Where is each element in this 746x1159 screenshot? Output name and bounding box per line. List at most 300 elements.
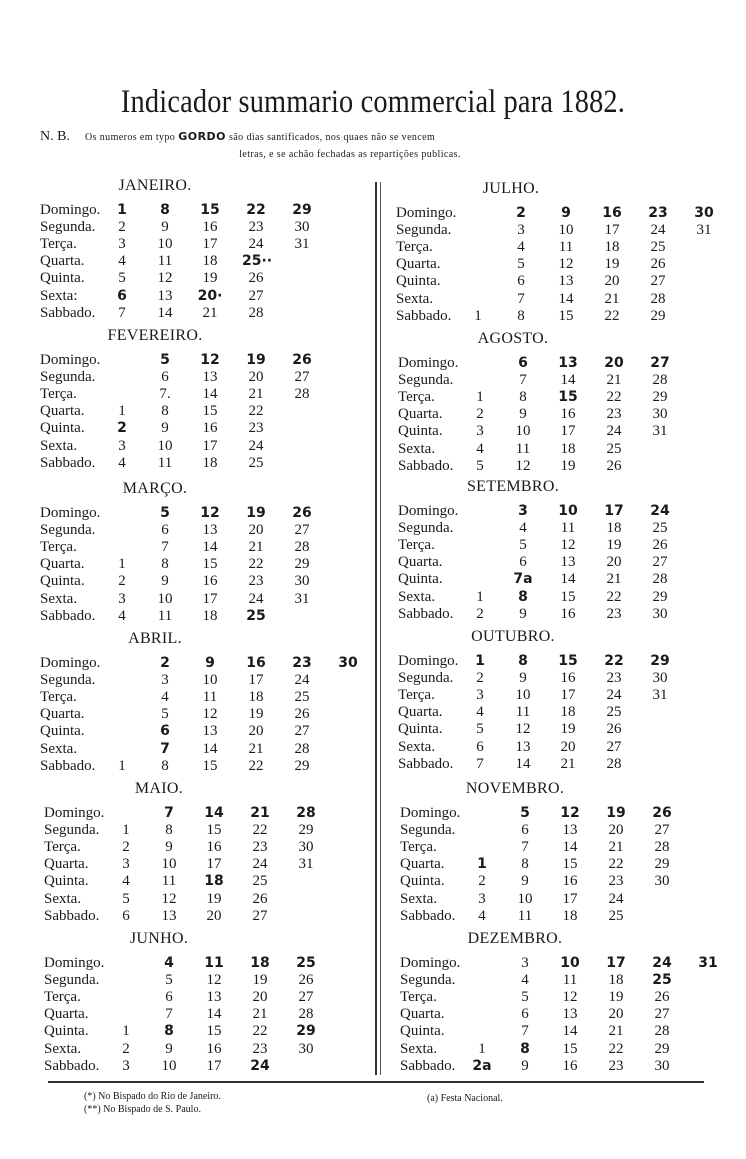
week-row — [398, 503, 718, 520]
date-number: 22 — [248, 757, 264, 774]
month-name: AGOSTO. — [477, 330, 549, 347]
week-row — [40, 608, 360, 625]
date-number: 25 — [608, 907, 624, 924]
weekday-label: Sexta: — [40, 287, 78, 304]
week-row — [40, 655, 360, 672]
holiday-date: 10 — [560, 955, 580, 971]
date-number: 9 — [165, 1040, 173, 1057]
holiday-date: 15 — [200, 202, 220, 218]
date-number: 20 — [604, 273, 620, 290]
month-name: JUNHO. — [129, 930, 189, 947]
date-number: 1 — [122, 1023, 130, 1040]
week-row — [398, 372, 718, 389]
date-number: 10 — [517, 890, 533, 907]
weekday-label: Quinta. — [400, 873, 445, 890]
date-number: 19 — [206, 890, 222, 907]
date-number: 21 — [560, 755, 576, 772]
date-number: 15 — [560, 588, 576, 605]
holiday-date: 7 — [160, 740, 170, 757]
date-number: 5 — [519, 537, 527, 554]
date-number: 11 — [157, 253, 173, 270]
date-number: 27 — [606, 738, 622, 755]
weekday-label: Quinta. — [398, 571, 443, 588]
date-number: 11 — [157, 607, 173, 624]
date-number: 29 — [298, 822, 314, 839]
footnote-rio: (*) No Bispado do Rio de Janeiro. — [84, 1091, 221, 1102]
date-number: 4 — [118, 454, 126, 471]
week-row — [400, 955, 720, 972]
date-number: 6 — [519, 554, 527, 571]
week-row — [398, 756, 718, 773]
weekday-label: Segunda. — [400, 972, 456, 989]
holiday-date: 16 — [602, 205, 622, 221]
weekday-label: Sabbado. — [398, 457, 454, 474]
date-number: 14 — [562, 1023, 578, 1040]
date-number: 26 — [248, 270, 264, 287]
week-row — [398, 423, 718, 440]
date-number: 16 — [560, 670, 576, 687]
date-number: 9 — [161, 573, 169, 590]
date-number: 12 — [157, 270, 173, 287]
date-number: 26 — [654, 989, 670, 1006]
date-number: 20 — [606, 554, 622, 571]
date-number: 2 — [118, 219, 126, 236]
holiday-date: 8 — [518, 588, 528, 605]
date-number: 16 — [562, 1057, 578, 1074]
week-row — [40, 505, 360, 522]
week-row — [396, 291, 716, 308]
holiday-date: 11 — [204, 955, 224, 971]
date-number: 14 — [202, 539, 218, 556]
weekday-label: Sabbado. — [40, 304, 96, 321]
date-number: 4 — [161, 689, 169, 706]
date-number: 4 — [521, 972, 529, 989]
date-number: 27 — [294, 369, 310, 386]
weekday-label: Segunda. — [44, 972, 100, 989]
date-number: 29 — [654, 856, 670, 873]
date-number: 10 — [157, 236, 173, 253]
date-number: 31 — [652, 687, 668, 704]
holiday-date: 6 — [518, 355, 528, 371]
date-number: 7 — [165, 1006, 173, 1023]
week-row — [40, 270, 360, 287]
month-name: MAIO. — [134, 780, 184, 797]
date-number: 5 — [517, 256, 525, 273]
weekday-label: Domingo. — [44, 805, 105, 821]
date-number: 30 — [652, 406, 668, 423]
weekday-label: Sabbado. — [40, 454, 96, 471]
date-number: 9 — [521, 873, 529, 890]
date-number: 2 — [122, 1040, 130, 1057]
date-number: 21 — [604, 290, 620, 307]
holiday-date: 3 — [518, 503, 528, 519]
date-number: 16 — [562, 873, 578, 890]
date-number: 27 — [654, 822, 670, 839]
week-row — [400, 972, 720, 989]
date-number: 20 — [248, 522, 264, 539]
date-number: 30 — [652, 605, 668, 622]
week-row — [398, 670, 718, 687]
weekday-label: Quinta. — [40, 573, 85, 590]
date-number: 29 — [652, 588, 668, 605]
date-number: 1 — [476, 389, 484, 406]
date-number: 25 — [248, 454, 264, 471]
date-number: 13 — [562, 1006, 578, 1023]
date-number: 22 — [248, 403, 264, 420]
weekday-label: Terça. — [40, 689, 77, 706]
weekday-label: Quarta. — [40, 253, 85, 270]
weekday-label: Quarta. — [398, 406, 443, 423]
weekday-label: Sexta. — [44, 890, 82, 907]
week-row — [396, 205, 716, 222]
date-number: 22 — [252, 1023, 268, 1040]
holiday-date: 23 — [292, 655, 312, 671]
weekday-label: Sabbado. — [400, 1057, 456, 1074]
date-number: 12 — [206, 972, 222, 989]
weekday-label: Sabbado. — [398, 605, 454, 622]
date-number: 2 — [478, 873, 486, 890]
date-number: 3 — [122, 856, 130, 873]
date-number: 16 — [202, 219, 218, 236]
week-row — [396, 256, 716, 273]
weekday-label: Quarta. — [400, 1006, 445, 1023]
date-number: 14 — [560, 372, 576, 389]
date-number: 7 — [517, 290, 525, 307]
date-number: 28 — [294, 386, 310, 403]
weekday-label: Quarta. — [398, 554, 443, 571]
date-number: 22 — [606, 389, 622, 406]
weekday-label: Domingo. — [398, 355, 459, 371]
date-number: 4 — [519, 520, 527, 537]
date-number: 18 — [604, 239, 620, 256]
date-number: 14 — [562, 839, 578, 856]
date-number: 31 — [294, 590, 310, 607]
date-number: 28 — [654, 1023, 670, 1040]
weekday-label: Quarta. — [40, 706, 85, 723]
weekday-label: Sabbado. — [44, 1057, 100, 1074]
weekday-label: Quarta. — [40, 556, 85, 573]
weekday-label: Sabbado. — [40, 757, 96, 774]
date-number: 24 — [294, 672, 310, 689]
date-number: 9 — [519, 406, 527, 423]
column-divider-secondary — [380, 182, 381, 1075]
week-row — [40, 522, 360, 539]
date-number: 13 — [558, 273, 574, 290]
date-number: 9 — [521, 1057, 529, 1074]
week-row — [40, 539, 360, 556]
date-number: 13 — [560, 554, 576, 571]
date-number: 1 — [122, 822, 130, 839]
week-row — [398, 441, 718, 458]
date-number: 14 — [202, 386, 218, 403]
note-text-line2: letras, e se achão fechadas as repartições publicas. — [239, 149, 461, 160]
page-title: Indicador summario commercial para 1882. — [120, 84, 626, 120]
date-number: 16 — [206, 839, 222, 856]
date-number: 4 — [517, 239, 525, 256]
weekday-label: Segunda. — [44, 822, 100, 839]
holiday-date: 20 — [604, 355, 624, 371]
date-number: 30 — [298, 1040, 314, 1057]
week-row — [44, 873, 364, 890]
weekday-label: Sabbado. — [44, 907, 100, 924]
date-number: 20 — [560, 738, 576, 755]
week-row — [398, 389, 718, 406]
date-number: 26 — [650, 256, 666, 273]
date-number: 23 — [606, 605, 622, 622]
date-number: 24 — [606, 687, 622, 704]
weekday-label: Quarta. — [44, 856, 89, 873]
date-number: 8 — [517, 307, 525, 324]
date-number: 1 — [118, 757, 126, 774]
holiday-date: 20· — [197, 287, 223, 304]
weekday-label: Segunda. — [398, 670, 454, 687]
date-number: 23 — [252, 839, 268, 856]
date-number: 3 — [521, 955, 529, 971]
date-number: 14 — [558, 290, 574, 307]
week-row — [40, 573, 360, 590]
date-number: 25 — [652, 520, 668, 537]
holiday-date: 17 — [606, 955, 626, 971]
date-number: 9 — [519, 670, 527, 687]
date-number: 19 — [560, 721, 576, 738]
weekday-label: Segunda. — [396, 222, 452, 239]
week-row — [400, 908, 720, 925]
week-row — [40, 420, 360, 437]
week-row — [400, 1023, 720, 1040]
week-row — [40, 689, 360, 706]
weekday-label: Sexta. — [44, 1040, 82, 1057]
date-number: 13 — [202, 522, 218, 539]
date-number: 30 — [294, 219, 310, 236]
week-row — [40, 236, 360, 253]
date-number: 11 — [202, 689, 218, 706]
holiday-date: 9 — [561, 205, 571, 221]
holiday-date: 8 — [164, 1023, 174, 1040]
date-number: 3 — [118, 590, 126, 607]
date-number: 16 — [202, 573, 218, 590]
date-number: 24 — [608, 890, 624, 907]
date-number: 2 — [118, 573, 126, 590]
holiday-date: 18 — [204, 873, 224, 890]
date-number: 29 — [650, 307, 666, 324]
month-name: JULHO. — [482, 180, 540, 197]
date-number: 10 — [161, 1057, 177, 1074]
holiday-date: 27 — [650, 355, 670, 371]
date-number: 9 — [161, 420, 169, 437]
holiday-date: 14 — [204, 805, 224, 821]
date-number: 15 — [562, 856, 578, 873]
date-number: 27 — [252, 907, 268, 924]
date-number: 10 — [157, 590, 173, 607]
week-row — [396, 273, 716, 290]
date-number: 19 — [248, 706, 264, 723]
date-number: 19 — [202, 270, 218, 287]
date-number: 16 — [560, 605, 576, 622]
holiday-date: 10 — [558, 503, 578, 519]
note — [40, 128, 730, 163]
date-number: 13 — [562, 822, 578, 839]
holiday-date: 12 — [560, 805, 580, 821]
date-number: 27 — [298, 989, 314, 1006]
date-number: 8 — [161, 403, 169, 420]
date-number: 8 — [161, 757, 169, 774]
date-number: 22 — [252, 822, 268, 839]
date-number: 29 — [654, 1040, 670, 1057]
date-number: 11 — [558, 239, 574, 256]
week-row — [396, 222, 716, 239]
date-number: 19 — [606, 537, 622, 554]
week-row — [398, 458, 718, 475]
holiday-date: 15 — [558, 389, 578, 406]
date-number: 20 — [206, 907, 222, 924]
week-row — [396, 308, 716, 325]
date-number: 3 — [118, 236, 126, 253]
weekday-label: Terça. — [40, 386, 77, 403]
holiday-date: 15 — [558, 653, 578, 669]
week-row — [40, 556, 360, 573]
week-row — [40, 305, 360, 322]
date-number: 28 — [654, 839, 670, 856]
date-number: 7 — [521, 1023, 529, 1040]
date-number: 17 — [248, 672, 264, 689]
date-number: 3 — [161, 672, 169, 689]
week-row — [400, 891, 720, 908]
date-number: 12 — [515, 721, 531, 738]
holiday-date: 2 — [516, 205, 526, 221]
week-row — [44, 955, 364, 972]
date-number: 27 — [294, 522, 310, 539]
month-name: ABRIL. — [128, 630, 182, 647]
date-number: 14 — [560, 571, 576, 588]
date-number: 2 — [476, 670, 484, 687]
holiday-date: 13 — [558, 355, 578, 371]
date-number: 15 — [202, 757, 218, 774]
date-number: 16 — [560, 406, 576, 423]
weekday-label: Sabbado. — [398, 755, 454, 772]
date-number: 15 — [202, 556, 218, 573]
holiday-date: 12 — [200, 352, 220, 368]
weekday-label: Domingo. — [398, 503, 459, 519]
week-row — [400, 1058, 720, 1075]
date-number: 19 — [604, 256, 620, 273]
date-number: 1 — [118, 556, 126, 573]
weekday-label: Quarta. — [396, 256, 441, 273]
date-number: 20 — [608, 1006, 624, 1023]
weekday-label: Quarta. — [44, 1006, 89, 1023]
month-name: JANEIRO. — [118, 177, 192, 194]
date-number: 17 — [206, 856, 222, 873]
holiday-date: 31 — [698, 955, 718, 971]
date-number: 25 — [252, 873, 268, 890]
weekday-label: Segunda. — [40, 522, 96, 539]
date-number: 23 — [252, 1040, 268, 1057]
week-row — [398, 589, 718, 606]
date-number: 6 — [161, 522, 169, 539]
weekday-label: Segunda. — [40, 219, 96, 236]
date-number: 31 — [696, 222, 712, 239]
week-row — [40, 202, 360, 219]
date-number: 28 — [606, 755, 622, 772]
date-number: 12 — [558, 256, 574, 273]
date-number: 24 — [248, 590, 264, 607]
date-number: 22 — [608, 856, 624, 873]
date-number: 29 — [294, 556, 310, 573]
weekday-label: Domingo. — [44, 955, 105, 971]
holiday-date: 9 — [205, 655, 215, 671]
weekday-label: Segunda. — [398, 372, 454, 389]
month-name: MARÇO. — [122, 480, 188, 497]
date-number: 16 — [206, 1040, 222, 1057]
weekday-label: Terça. — [44, 989, 81, 1006]
date-number: 23 — [608, 873, 624, 890]
holiday-date: 2a — [472, 1057, 492, 1074]
date-number: 9 — [165, 839, 173, 856]
date-number: 26 — [252, 890, 268, 907]
date-number: 12 — [515, 457, 531, 474]
weekday-label: Sexta. — [400, 890, 438, 907]
date-number: 3 — [476, 423, 484, 440]
date-number: 24 — [650, 222, 666, 239]
holiday-date: 2 — [117, 420, 127, 437]
holiday-date: 12 — [200, 505, 220, 521]
date-number: 5 — [476, 457, 484, 474]
date-number: 19 — [560, 457, 576, 474]
date-number: 6 — [521, 822, 529, 839]
date-number: 18 — [560, 440, 576, 457]
week-row — [40, 219, 360, 236]
date-number: 29 — [652, 389, 668, 406]
footnote-sao-paulo: (**) No Bispado de S. Paulo. — [84, 1104, 201, 1115]
date-number: 30 — [654, 1057, 670, 1074]
week-row — [44, 1058, 364, 1075]
holiday-date: 26 — [292, 505, 312, 521]
week-row — [396, 239, 716, 256]
date-number: 26 — [298, 972, 314, 989]
date-number: 24 — [606, 423, 622, 440]
holiday-date: 25·· — [242, 253, 273, 270]
week-row — [40, 672, 360, 689]
holiday-date: 5 — [520, 805, 530, 821]
date-number: 22 — [248, 556, 264, 573]
weekday-label: Sexta. — [400, 1040, 438, 1057]
date-number: 22 — [606, 588, 622, 605]
holiday-date: 18 — [250, 955, 270, 971]
date-number: 30 — [652, 670, 668, 687]
date-number: 28 — [652, 571, 668, 588]
date-number: 2 — [122, 839, 130, 856]
date-number: 25 — [606, 440, 622, 457]
date-number: 18 — [202, 607, 218, 624]
holiday-date: 29 — [650, 653, 670, 669]
holiday-date: 22 — [604, 653, 624, 669]
week-row — [44, 891, 364, 908]
weekday-label: Segunda. — [40, 369, 96, 386]
weekday-label: Sexta. — [40, 590, 78, 607]
date-number: 30 — [294, 573, 310, 590]
date-number: 10 — [558, 222, 574, 239]
note-bold-word: GORDO — [178, 130, 227, 143]
weekday-label: Quinta. — [398, 721, 443, 738]
weekday-label: Domingo. — [400, 955, 461, 971]
date-number: 13 — [202, 369, 218, 386]
weekday-label: Quarta. — [398, 704, 443, 721]
date-number: 1 — [474, 307, 482, 324]
holiday-date: 19 — [606, 805, 626, 821]
holiday-date: 4 — [164, 955, 174, 971]
weekday-label: Terça. — [400, 839, 437, 856]
weekday-label: Sexta. — [398, 738, 436, 755]
date-number: 20 — [248, 369, 264, 386]
